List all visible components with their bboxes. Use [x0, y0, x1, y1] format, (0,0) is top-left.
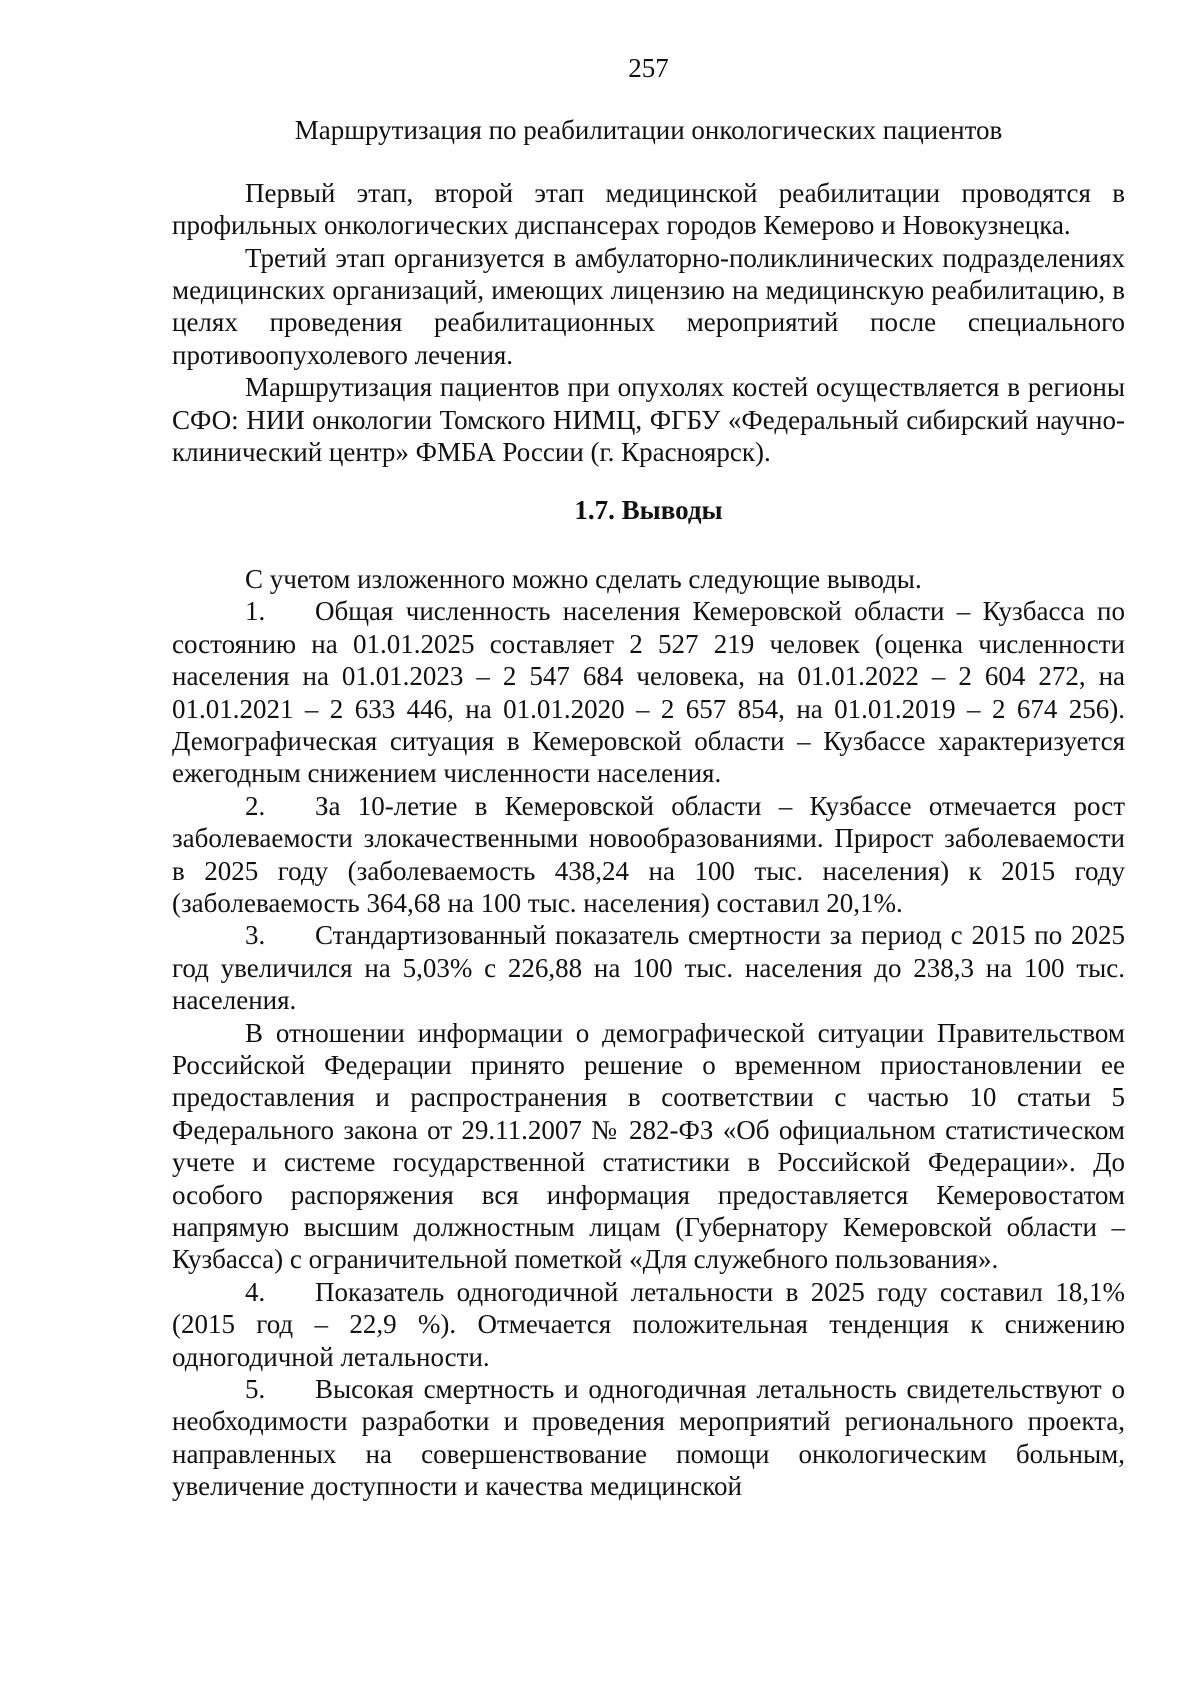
intro-paragraph-3: Маршрутизация пациентов при опухолях костей осуществляется в регионы СФО: НИИ онкологии Томского НИМЦ, ФГБУ «Федеральный сибирский научно-клинический центр» ФМБА России (г. Красноярск). [172, 372, 1125, 468]
conclusions-heading: 1.7. Выводы [574, 495, 723, 526]
conclusion-item-4 [172, 1276, 1125, 1373]
conclusion-number: 1. [245, 596, 266, 627]
intro-paragraph-1: Первый этап, второй этап медицинской реабилитации проводятся в профильных онкологических диспансерах городов Кемерово и Новокузнецка. [172, 177, 1125, 241]
conclusion-number: 4. [245, 1276, 266, 1307]
conclusion-text: Общая численность населения Кемеровской области – Кузбасса по состоянию на 01.01.2025 составляет 2 527 219 человек (оценка численности населения на 01.01.2023 – 2 547 684 человека, на 01.01.2022 – 2 604 272, на 01.01.2021 – 2 633 446, на 01.01.2020 – 2 657 854, на 01.01.2019 – 2 674 256). Демографическая ситуация в Кемеровской области – Кузбассе характеризуется ежегодным снижением численности населения. [172, 596, 1125, 789]
conclusion-number: 2. [245, 790, 266, 821]
page-number: 257 [628, 53, 669, 83]
conclusion-item-2 [172, 790, 1125, 920]
statistics-note-paragraph: В отношении информации о демографической ситуации Правительством Российской Федерации принято решение о временном приостановлении ее предоставления и распространения в соответствии с частью 10 статьи 5 Федерального закона от 29.11.2007 № 282-ФЗ «Об официальном статистическом учете и системе государственной статистики в Российской Федерации». До особого распоряжения вся информация предоставляется Кемеровостатом напрямую высшим должностным лицам (Губернатору Кемеровской области – Кузбасса) с ограничительной пометкой «Для служебного пользования». [172, 1017, 1125, 1275]
section-title: Маршрутизация по реабилитации онкологических пациентов [294, 115, 1003, 146]
conclusions-lead: С учетом изложенного можно сделать следующие выводы. [245, 563, 922, 594]
conclusion-text: Показатель одногодичной летальности в 2025 году составил 18,1% (2015 год – 22,9 %). Отмечается положительная тенденция к снижению одногодичной летальности. [172, 1276, 1125, 1372]
conclusion-number: 3. [245, 920, 266, 951]
conclusion-item-3 [172, 919, 1125, 1016]
document-page [172, 52, 1125, 1503]
conclusion-item-1 [172, 595, 1125, 789]
conclusion-number: 5. [245, 1374, 266, 1405]
conclusion-item-5 [172, 1373, 1125, 1503]
intro-paragraph-2: Третий этап организуется в амбулаторно-поликлинических подразделениях медицинских организаций, имеющих лицензию на медицинскую реабилитацию, в целях проведения реабилитационных мероприятий после специального противоопухолевого лечения. [172, 242, 1125, 370]
conclusion-text: За 10-летие в Кемеровской области – Кузбассе отмечается рост заболеваемости злокачественными новообразованиями. Прирост заболеваемости в 2025 году (заболеваемость 438,24 на 100 тыс. населения) к 2015 году (заболеваемость 364,68 на 100 тыс. населения) составил 20,1%. [172, 790, 1125, 918]
conclusion-text: Высокая смертность и одногодичная летальность свидетельствуют о необходимости разработки и проведения мероприятий регионального проекта, направленных на совершенствование помощи онкологическим больным, увеличение доступности и качества медицинской [172, 1374, 1125, 1502]
conclusion-text: Стандартизованный показатель смертности за период с 2015 по 2025 год увеличился на 5,03% с 226,88 на 100 тыс. населения до 238,3 на 100 тыс. населения. [172, 920, 1125, 1016]
